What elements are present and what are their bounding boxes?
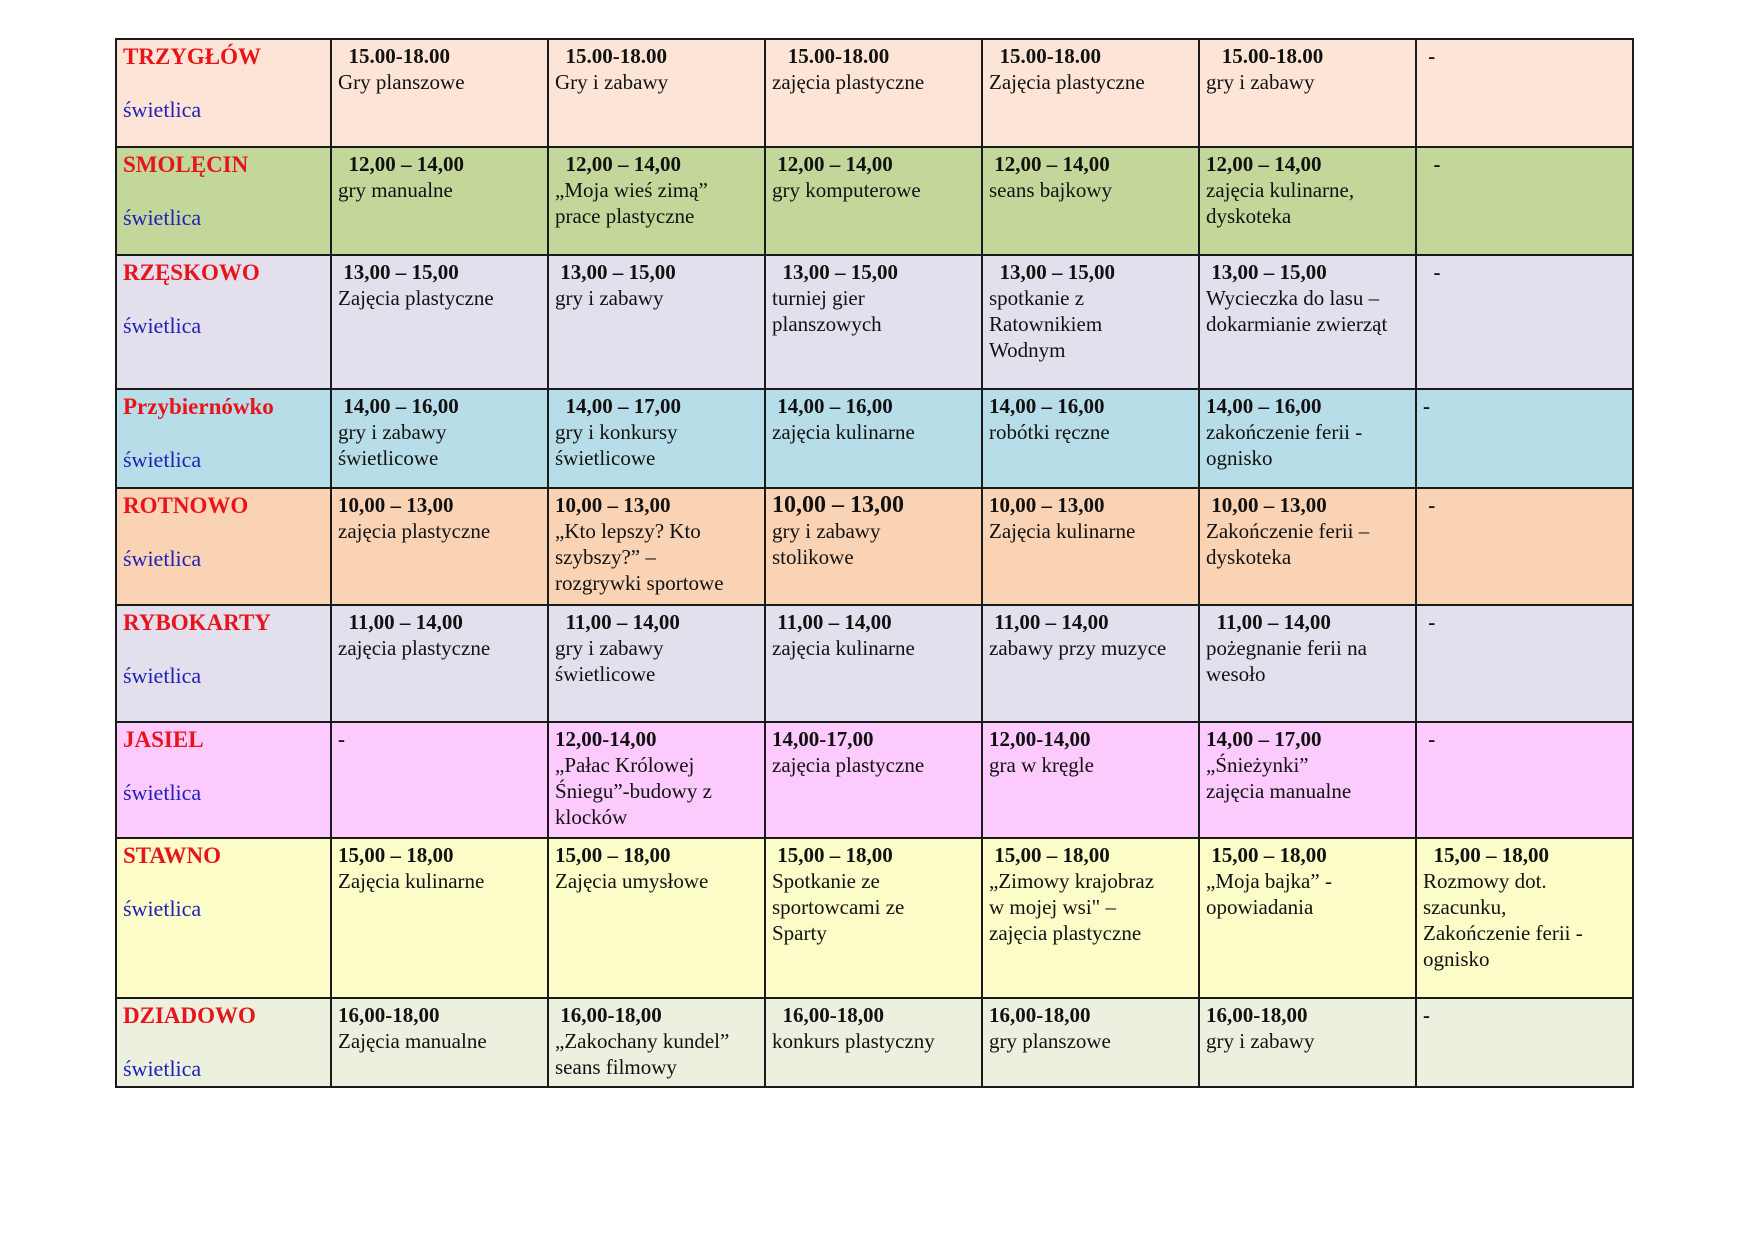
activity-cell <box>1199 488 1416 605</box>
activity-desc: gry i zabawy świetlicowe <box>338 420 447 470</box>
activity-cell <box>1416 389 1633 488</box>
location-name: JASIEL <box>123 727 204 752</box>
activity-desc: gry manualne <box>338 178 453 202</box>
table-row <box>116 838 1633 998</box>
activity-time: - <box>1423 44 1436 68</box>
table-row <box>116 255 1633 389</box>
activity-time: 15,00 – 18,00 <box>338 843 454 867</box>
activity-cell <box>548 389 765 488</box>
activity-cell <box>331 255 548 389</box>
activity-cell <box>982 147 1199 255</box>
activity-time: 12,00 – 14,00 <box>338 152 464 176</box>
location-type: świetlica <box>123 780 202 805</box>
activity-cell <box>548 722 765 838</box>
activity-time: 14,00-17,00 <box>772 727 874 751</box>
activity-time: - <box>1423 610 1436 634</box>
activity-desc: „Zakochany kundel” seans filmowy <box>555 1029 730 1079</box>
activity-cell <box>982 255 1199 389</box>
location-type: świetlica <box>123 663 202 688</box>
activity-cell <box>1199 389 1416 488</box>
activity-cell <box>1199 838 1416 998</box>
activity-desc: zakończenie ferii - ognisko <box>1206 420 1363 470</box>
location-cell <box>116 389 331 488</box>
activity-cell <box>982 722 1199 838</box>
activity-cell <box>548 838 765 998</box>
activity-time: 15,00 – 18,00 <box>555 843 671 867</box>
activity-cell <box>982 488 1199 605</box>
activity-desc: seans bajkowy <box>989 178 1113 202</box>
table-row <box>116 389 1633 488</box>
activity-cell <box>1416 605 1633 722</box>
table-row <box>116 722 1633 838</box>
activity-cell <box>982 389 1199 488</box>
location-cell <box>116 39 331 147</box>
activity-cell <box>331 605 548 722</box>
activity-cell <box>1416 147 1633 255</box>
activity-desc: zajęcia kulinarne <box>772 636 915 660</box>
activity-cell <box>1199 147 1416 255</box>
activity-cell <box>982 998 1199 1087</box>
activity-time: 15.00-18.00 <box>1206 44 1324 68</box>
activity-time: - <box>338 727 345 751</box>
activity-time: 16,00-18,00 <box>338 1003 440 1027</box>
activity-cell <box>1416 838 1633 998</box>
activity-time: 10,00 – 13,00 <box>772 492 904 518</box>
location-type: świetlica <box>123 205 202 230</box>
activity-time: 10,00 – 13,00 <box>338 493 454 517</box>
activity-time: 11,00 – 14,00 <box>772 610 892 634</box>
table-row <box>116 147 1633 255</box>
activity-cell <box>765 838 982 998</box>
activity-time: 15.00-18.00 <box>338 44 450 68</box>
activity-desc: spotkanie z Ratownikiem Wodnym <box>989 286 1103 362</box>
activity-time: 16,00-18,00 <box>1206 1003 1308 1027</box>
activity-time: 16,00-18,00 <box>772 1003 884 1027</box>
location-name: ROTNOWO <box>123 493 249 518</box>
activity-time: - <box>1423 394 1430 418</box>
location-name: SMOLĘCIN <box>123 152 249 177</box>
activity-desc: robótki ręczne <box>989 420 1110 444</box>
activity-time: 11,00 – 14,00 <box>338 610 463 634</box>
activity-cell <box>982 605 1199 722</box>
activity-cell <box>1199 255 1416 389</box>
activity-desc: Gry i zabawy <box>555 70 669 94</box>
activity-desc: Spotkanie ze sportowcami ze Sparty <box>772 869 905 945</box>
activity-cell <box>548 147 765 255</box>
activity-cell <box>1199 722 1416 838</box>
activity-cell <box>765 722 982 838</box>
activity-desc: Zakończenie ferii – dyskoteka <box>1206 519 1370 569</box>
activity-desc: gry komputerowe <box>772 178 921 202</box>
activity-desc: „Śnieżynki” zajęcia manualne <box>1206 753 1352 803</box>
activity-cell <box>548 488 765 605</box>
activity-desc: zajęcia kulinarne, dyskoteka <box>1206 178 1355 228</box>
table-row <box>116 998 1633 1087</box>
location-cell <box>116 147 331 255</box>
activity-desc: gra w kręgle <box>989 753 1094 777</box>
location-type: świetlica <box>123 97 202 122</box>
activity-desc: pożegnanie ferii na wesoło <box>1206 636 1367 686</box>
activity-desc: „Zimowy krajobraz w mojej wsi" – zajęcia plastyczne <box>989 869 1155 945</box>
activity-time: 15,00 – 18,00 <box>1423 843 1549 867</box>
activity-cell <box>765 389 982 488</box>
activity-cell <box>1199 605 1416 722</box>
location-name: Przybiernówko <box>123 394 274 419</box>
activity-desc: Zajęcia umysłowe <box>555 869 709 893</box>
schedule-table <box>115 38 1634 1088</box>
activity-time: 16,00-18,00 <box>555 1003 662 1027</box>
activity-time: 14,00 – 16,00 <box>989 394 1105 418</box>
activity-cell <box>548 255 765 389</box>
activity-time: 12,00 – 14,00 <box>989 152 1110 176</box>
location-type: świetlica <box>123 447 202 472</box>
activity-time: 14,00 – 16,00 <box>1206 394 1322 418</box>
activity-desc: gry i zabawy <box>1206 70 1315 94</box>
activity-time: 16,00-18,00 <box>989 1003 1091 1027</box>
activity-time: 13,00 – 15,00 <box>1206 260 1327 284</box>
location-name: RYBOKARTY <box>123 610 271 635</box>
activity-cell <box>765 605 982 722</box>
activity-desc: gry i zabawy świetlicowe <box>555 636 664 686</box>
activity-cell <box>331 488 548 605</box>
activity-time: - <box>1423 493 1436 517</box>
location-type: świetlica <box>123 1056 202 1081</box>
activity-desc: Zajęcia manualne <box>338 1029 487 1053</box>
activity-time: 15.00-18.00 <box>989 44 1101 68</box>
table-row <box>116 39 1633 147</box>
activity-cell <box>331 147 548 255</box>
activity-cell <box>982 39 1199 147</box>
activity-time: 10,00 – 13,00 <box>1206 493 1327 517</box>
location-cell <box>116 998 331 1087</box>
activity-time: 13,00 – 15,00 <box>989 260 1115 284</box>
activity-cell <box>548 998 765 1087</box>
activity-cell <box>1199 998 1416 1087</box>
activity-time: 13,00 – 15,00 <box>338 260 459 284</box>
activity-desc: Zajęcia plastyczne <box>338 286 494 310</box>
activity-time: - <box>1423 152 1441 176</box>
location-cell <box>116 838 331 998</box>
activity-time: 14,00 – 16,00 <box>772 394 893 418</box>
activity-desc: Zajęcia plastyczne <box>989 70 1145 94</box>
activity-cell <box>765 255 982 389</box>
table-row <box>116 605 1633 722</box>
activity-time: 11,00 – 14,00 <box>555 610 680 634</box>
location-cell <box>116 605 331 722</box>
activity-desc: zajęcia plastyczne <box>338 519 491 543</box>
activity-desc: zajęcia plastyczne <box>772 753 925 777</box>
location-cell <box>116 255 331 389</box>
activity-time: 14,00 – 16,00 <box>338 394 459 418</box>
activity-desc: gry i zabawy <box>555 286 664 310</box>
activity-time: 12,00-14,00 <box>555 727 657 751</box>
activity-cell <box>982 838 1199 998</box>
activity-cell <box>331 39 548 147</box>
activity-cell <box>548 39 765 147</box>
activity-cell <box>765 147 982 255</box>
activity-time: - <box>1423 260 1441 284</box>
activity-time: 12,00 – 14,00 <box>772 152 893 176</box>
activity-cell <box>1416 998 1633 1087</box>
activity-time: 15.00-18.00 <box>555 44 667 68</box>
activity-time: 12,00-14,00 <box>989 727 1091 751</box>
activity-desc: Zajęcia kulinarne <box>338 869 485 893</box>
activity-cell <box>331 838 548 998</box>
activity-time: 13,00 – 15,00 <box>555 260 676 284</box>
activity-desc: turniej gier planszowych <box>772 286 882 336</box>
activity-desc: zajęcia kulinarne <box>772 420 915 444</box>
schedule-body <box>116 39 1633 1087</box>
activity-time: - <box>1423 1003 1430 1027</box>
activity-cell <box>1416 488 1633 605</box>
activity-cell <box>331 389 548 488</box>
activity-desc: zajęcia plastyczne <box>338 636 491 660</box>
table-row <box>116 488 1633 605</box>
activity-time: 14,00 – 17,00 <box>555 394 681 418</box>
activity-time: 11,00 – 14,00 <box>989 610 1109 634</box>
activity-time: 11,00 – 14,00 <box>1206 610 1331 634</box>
activity-desc: Gry planszowe <box>338 70 465 94</box>
activity-desc: gry i zabawy stolikowe <box>772 519 881 569</box>
activity-time: 12,00 – 14,00 <box>1206 152 1322 176</box>
activity-cell <box>1199 39 1416 147</box>
activity-cell <box>331 998 548 1087</box>
activity-time: 15.00-18.00 <box>772 44 890 68</box>
activity-cell <box>1416 39 1633 147</box>
activity-time: 12,00 – 14,00 <box>555 152 681 176</box>
activity-cell <box>548 605 765 722</box>
activity-desc: „Pałac Królowej Śniegu”-budowy z klocków <box>555 753 712 829</box>
activity-time: 14,00 – 17,00 <box>1206 727 1322 751</box>
location-name: RZĘSKOWO <box>123 260 260 285</box>
activity-desc: gry i zabawy <box>1206 1029 1315 1053</box>
activity-desc: „Kto lepszy? Kto szybszy?” – rozgrywki sportowe <box>555 519 724 595</box>
activity-cell <box>1416 255 1633 389</box>
activity-desc: konkurs plastyczny <box>772 1029 935 1053</box>
activity-desc: Zajęcia kulinarne <box>989 519 1136 543</box>
activity-cell <box>765 39 982 147</box>
activity-desc: gry planszowe <box>989 1029 1111 1053</box>
location-type: świetlica <box>123 546 202 571</box>
location-type: świetlica <box>123 896 202 921</box>
activity-desc: Rozmowy dot. szacunku, Zakończenie ferii - ognisko <box>1423 869 1583 971</box>
activity-time: 15,00 – 18,00 <box>1206 843 1327 867</box>
activity-cell <box>331 722 548 838</box>
activity-desc: zajęcia plastyczne <box>772 70 925 94</box>
location-name: TRZYGŁÓW <box>123 44 262 69</box>
activity-time: 10,00 – 13,00 <box>989 493 1105 517</box>
activity-time: 10,00 – 13,00 <box>555 493 671 517</box>
activity-desc: „Moja wieś zimą” prace plastyczne <box>555 178 708 228</box>
location-name: STAWNO <box>123 843 221 868</box>
activity-time: - <box>1423 727 1436 751</box>
activity-time: 15,00 – 18,00 <box>989 843 1110 867</box>
location-type: świetlica <box>123 313 202 338</box>
location-cell <box>116 722 331 838</box>
activity-desc: zabawy przy muzyce <box>989 636 1167 660</box>
activity-time: 13,00 – 15,00 <box>772 260 898 284</box>
activity-desc: „Moja bajka” - opowiadania <box>1206 869 1332 919</box>
activity-cell <box>765 998 982 1087</box>
location-name: DZIADOWO <box>123 1003 256 1028</box>
activity-time: 15,00 – 18,00 <box>772 843 893 867</box>
activity-desc: gry i konkursy świetlicowe <box>555 420 678 470</box>
activity-cell <box>1416 722 1633 838</box>
activity-desc: Wycieczka do lasu – dokarmianie zwierząt <box>1206 286 1388 336</box>
activity-cell <box>765 488 982 605</box>
location-cell <box>116 488 331 605</box>
